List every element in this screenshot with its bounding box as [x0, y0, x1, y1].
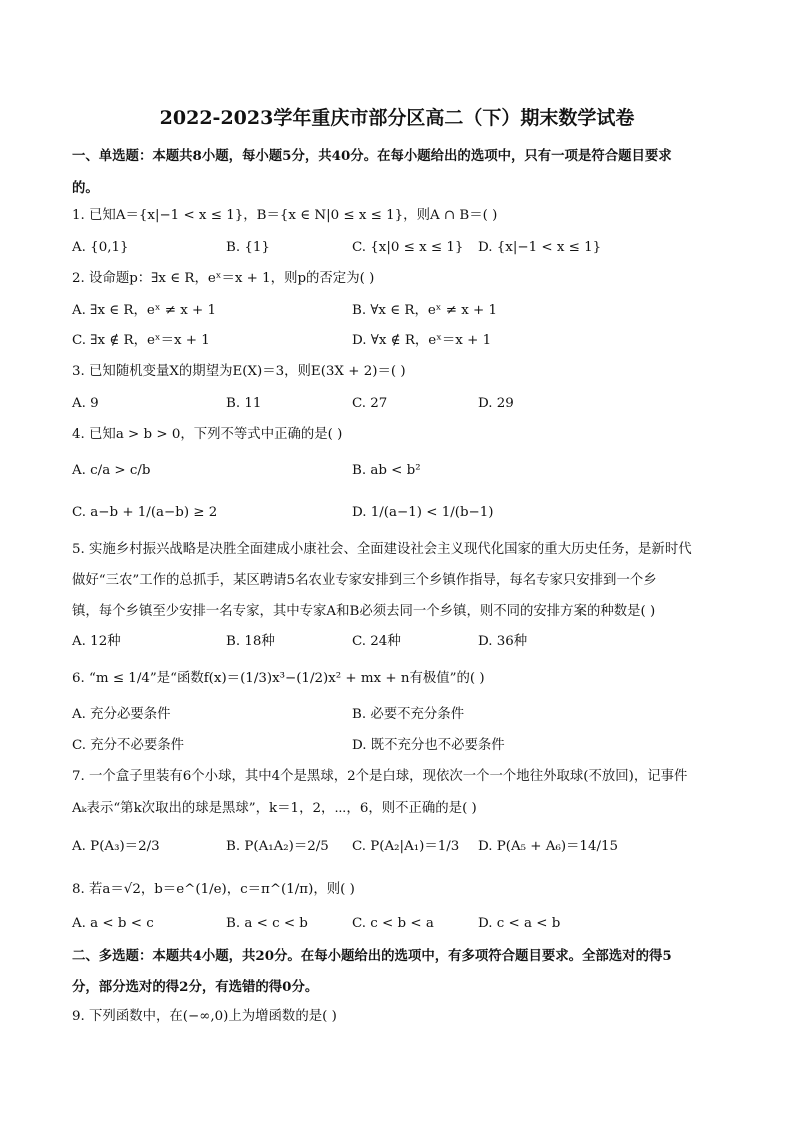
question-5-option-b: B. 18种 [226, 634, 275, 649]
question-1-option-d: D. {x|−1 < x ≤ 1} [478, 240, 602, 255]
question-1-option-a: A. {0,1} [72, 240, 129, 255]
question-7-line-2: Aₖ表示“第k次取出的球是黑球”，k＝1，2，⋯，6，则不正确的是( ) [72, 801, 477, 816]
question-2-option-b: B. ∀x ∈ R，eˣ ≠ x + 1 [352, 303, 498, 318]
question-6-option-a: A. 充分必要条件 [72, 707, 171, 722]
question-7-line-1: 7. 一个盒子里装有6个小球，其中4个是黑球，2个是白球，现依次一个一个地往外取球(不放回)，记事件 [72, 769, 688, 784]
question-3-stem: 3. 已知随机变量X的期望为E(X)＝3，则E(3X + 2)＝( ) [72, 364, 406, 379]
section-2-heading: 二、多选题：本题共4小题，共20分。在每小题给出的选项中，有多项符合题目要求。全部选对的得5 [72, 948, 672, 964]
question-2-option-d: D. ∀x ∉ R，eˣ＝x + 1 [352, 333, 492, 348]
question-8-option-d: D. c < a < b [478, 916, 561, 931]
question-5-line-3: 镇，每个乡镇至少安排一名专家，其中专家A和B必须去同一个乡镇，则不同的安排方案的种数是( ) [72, 604, 656, 619]
section-1-heading-cont: 的。 [72, 180, 99, 196]
question-1-option-c: C. {x|0 ≤ x ≤ 1} [352, 240, 464, 255]
question-7-option-a: A. P(A₃)＝2/3 [72, 839, 160, 854]
page-title: 2022-2023学年重庆市部分区高二（下）期末数学试卷 [159, 107, 635, 129]
question-5-option-c: C. 24种 [352, 634, 401, 649]
question-6-stem: 6. “m ≤ 1/4”是“函数f(x)＝(1/3)x³−(1/2)x² + mx + n有极值”的( ) [72, 671, 485, 686]
question-4-option-c: C. a−b + 1/(a−b) ≥ 2 [72, 505, 218, 520]
question-5-option-d: D. 36种 [478, 634, 528, 649]
question-4-stem: 4. 已知a > b > 0，下列不等式中正确的是( ) [72, 427, 343, 442]
question-3-option-b: B. 11 [226, 396, 262, 411]
question-8-stem: 8. 若a＝√2，b＝e^(1/e)，c＝π^(1/π)，则( ) [72, 882, 355, 897]
question-8-option-c: C. c < b < a [352, 916, 434, 931]
section-1-heading: 一、单选题：本题共8小题，每小题5分，共40分。在每小题给出的选项中，只有一项是符合题目要求 [72, 148, 672, 164]
question-5-line-2: 做好“三农”工作的总抓手，某区聘请5名农业专家安排到三个乡镇作指导，每名专家只安排到一个乡 [72, 573, 657, 588]
question-3-option-a: A. 9 [72, 396, 99, 411]
question-2-stem: 2. 设命题p：∃x ∈ R，eˣ＝x + 1，则p的否定为( ) [72, 271, 375, 286]
question-6-option-c: C. 充分不必要条件 [72, 738, 185, 753]
section-2-heading-cont: 分，部分选对的得2分，有选错的得0分。 [72, 979, 319, 995]
question-4-option-b: B. ab < b² [352, 463, 421, 478]
question-4-option-a: A. c/a > c/b [72, 463, 151, 478]
question-3-option-c: C. 27 [352, 396, 388, 411]
question-1-option-b: B. {1} [226, 240, 270, 255]
question-7-option-c: C. P(A₂|A₁)＝1/3 [352, 839, 460, 854]
question-6-option-d: D. 既不充分也不必要条件 [352, 738, 505, 753]
question-2-option-a: A. ∃x ∈ R，eˣ ≠ x + 1 [72, 303, 217, 318]
question-4-option-d: D. 1/(a−1) < 1/(b−1) [352, 505, 494, 520]
question-2-option-c: C. ∃x ∉ R，eˣ＝x + 1 [72, 333, 210, 348]
question-3-option-d: D. 29 [478, 396, 514, 411]
question-7-option-d: D. P(A₅ + A₆)＝14/15 [478, 839, 619, 854]
question-8-option-a: A. a < b < c [72, 916, 154, 931]
question-8-option-b: B. a < c < b [226, 916, 308, 931]
question-9-stem: 9. 下列函数中，在(−∞,0)上为增函数的是( ) [72, 1009, 337, 1024]
question-5-line-1: 5. 实施乡村振兴战略是决胜全面建成小康社会、全面建设社会主义现代化国家的重大历史任务，是新时代 [72, 542, 692, 557]
question-1-stem: 1. 已知A＝{x|−1 < x ≤ 1}，B＝{x ∈ N|0 ≤ x ≤ 1}，则A ∩ B＝( ) [72, 208, 498, 223]
question-7-option-b: B. P(A₁A₂)＝2/5 [226, 839, 329, 854]
question-6-option-b: B. 必要不充分条件 [352, 707, 465, 722]
question-5-option-a: A. 12种 [72, 634, 121, 649]
